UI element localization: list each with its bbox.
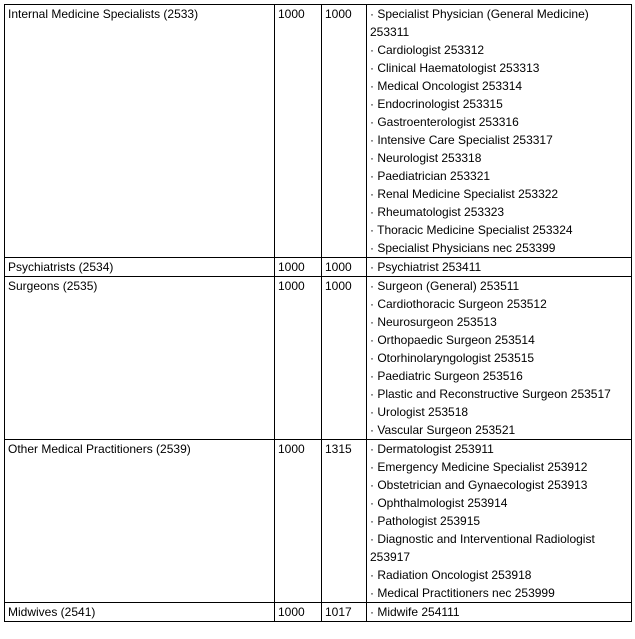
table-row — [5, 258, 632, 277]
value-2-cell: 1000 — [322, 258, 367, 277]
occupation-item: · Endocrinologist 253315 — [370, 97, 503, 111]
occupation-item: · Midwife 254111 — [370, 605, 460, 619]
occupation-item: · Emergency Medicine Specialist 253912 — [370, 460, 588, 474]
table-row — [5, 277, 632, 440]
occupation-item: · Specialist Physician (General Medicine) 253311 — [370, 7, 589, 39]
occupation-item: · Rheumatologist 253323 — [370, 205, 505, 219]
table-body — [5, 5, 632, 622]
occupation-item: · Cardiothoracic Surgeon 253512 — [370, 297, 547, 311]
occupation-item: · Gastroenterologist 253316 — [370, 115, 519, 129]
occupation-item: · Dermatologist 253911 — [370, 442, 494, 456]
value-1-cell: 1000 — [275, 277, 322, 440]
occupation-item: · Medical Practitioners nec 253999 — [370, 586, 555, 600]
occupation-item: · Psychiatrist 253411 — [370, 260, 482, 274]
value-1-cell: 1000 — [275, 258, 322, 277]
occupation-item: · Clinical Haematologist 253313 — [370, 61, 540, 75]
value-2-cell: 1017 — [322, 603, 367, 622]
occupation-item: · Specialist Physicians nec 253399 — [370, 241, 556, 255]
occupation-item: · Paediatrician 253321 — [370, 169, 491, 183]
occupation-item: · Orthopaedic Surgeon 253514 — [370, 333, 535, 347]
occupation-item: · Neurologist 253318 — [370, 151, 482, 165]
table-row — [5, 440, 632, 603]
occupation-item: · Plastic and Reconstructive Surgeon 253517 — [370, 387, 611, 401]
occupation-item: · Otorhinolaryngologist 253515 — [370, 351, 535, 365]
group-cell: Internal Medicine Specialists (2533) — [5, 5, 275, 258]
value-1-cell: 1000 — [275, 440, 322, 603]
occupations-cell — [367, 258, 632, 277]
table-row — [5, 603, 632, 622]
occupation-item: · Radiation Oncologist 253918 — [370, 568, 532, 582]
occupations-cell — [367, 5, 632, 258]
occupation-item: · Medical Oncologist 253314 — [370, 79, 523, 93]
occupation-item: · Renal Medicine Specialist 253322 — [370, 187, 559, 201]
group-cell: Psychiatrists (2534) — [5, 258, 275, 277]
value-1-cell: 1000 — [275, 5, 322, 258]
occupation-item: · Urologist 253518 — [370, 405, 469, 419]
occupation-item: · Cardiologist 253312 — [370, 43, 485, 57]
occupation-item: · Neurosurgeon 253513 — [370, 315, 497, 329]
occupation-item: · Vascular Surgeon 253521 — [370, 423, 516, 437]
occupation-table — [4, 4, 632, 622]
value-1-cell: 1000 — [275, 603, 322, 622]
table-row — [5, 5, 632, 258]
occupation-item: · Diagnostic and Interventional Radiologist 253917 — [370, 532, 595, 564]
group-cell: Surgeons (2535) — [5, 277, 275, 440]
value-2-cell: 1315 — [322, 440, 367, 603]
occupation-item: · Paediatric Surgeon 253516 — [370, 369, 523, 383]
occupation-item: · Ophthalmologist 253914 — [370, 496, 508, 510]
value-2-cell: 1000 — [322, 5, 367, 258]
value-2-cell: 1000 — [322, 277, 367, 440]
occupation-item: · Obstetrician and Gynaecologist 253913 — [370, 478, 588, 492]
occupation-item: · Pathologist 253915 — [370, 514, 481, 528]
group-cell: Other Medical Practitioners (2539) — [5, 440, 275, 603]
occupation-item: · Thoracic Medicine Specialist 253324 — [370, 223, 573, 237]
occupations-cell — [367, 440, 632, 603]
occupation-item: · Intensive Care Specialist 253317 — [370, 133, 553, 147]
occupations-cell — [367, 277, 632, 440]
group-cell: Midwives (2541) — [5, 603, 275, 622]
occupations-cell — [367, 603, 632, 622]
occupation-item: · Surgeon (General) 253511 — [370, 279, 520, 293]
